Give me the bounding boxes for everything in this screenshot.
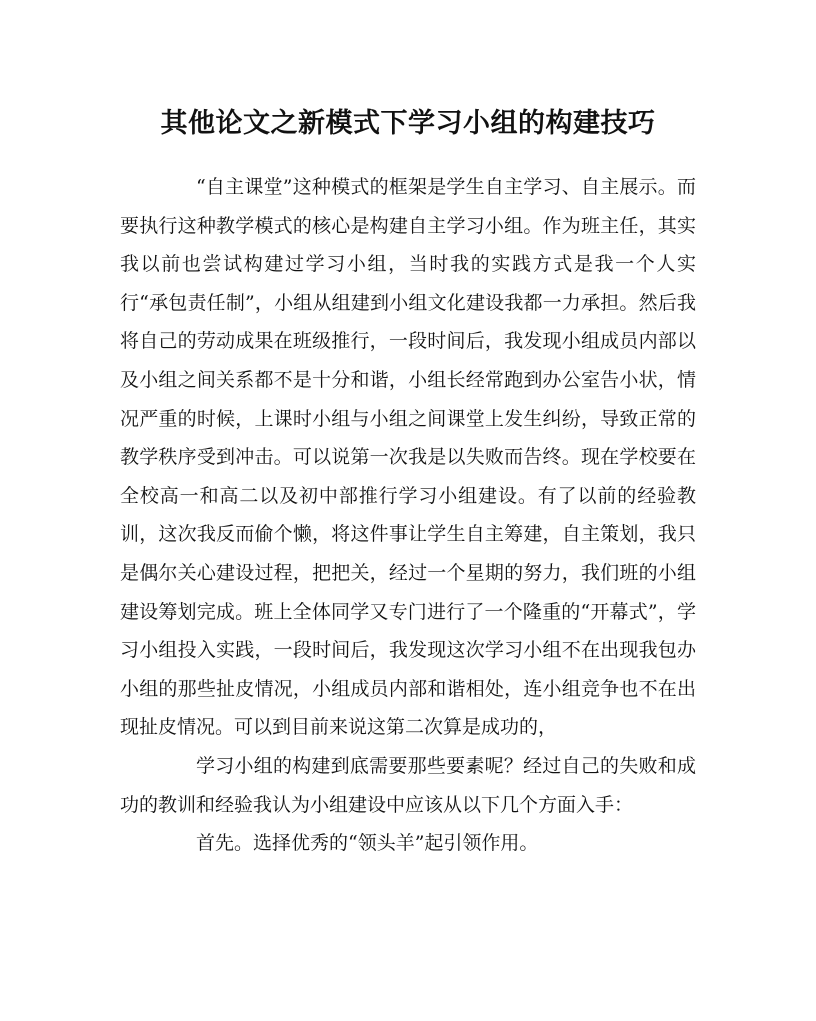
paragraph-1: “自主课堂”这种模式的框架是学生自主学习、自主展示。而要执行这种教学模式的核心是构建自主学习小组。作为班主任，其实我以前也尝试构建过学习小组，当时我的实践方式是我一个人实行“承包责任制”，小组从组建到小组文化建设我都一力承担。然后我将自己的劳动成果在班级推行，一段时间后，我发现小组成员内部以及小组之间关系都不是十分和谐，小组长经常跑到办公室告小状，情况严重的时候，上课时小组与小组之间课堂上发生纠纷，导致正常的教学秩序受到冲击。可以说第一次我是以失败而告终。现在学校要在全校高一和高二以及初中部推行学习小组建设。有了以前的经验教训，这次我反而偷个懒，将这件事让学生自主筹建，自主策划，我只是偶尔关心建设过程，把把关，经过一个星期的努力，我们班的小组建设筹划完成。班上全体同学又专门进行了一个隆重的“开幕式”，学习小组投入实践，一段时间后，我发现这次学习小组不在出现我包办小组的那些扯皮情况，小组成员内部和谐相处，连小组竞争也不在出现扯皮情况。可以到目前来说这第二次算是成功的，: [120, 176, 696, 739]
paragraph-3: 首先。选择优秀的“领头羊”起引领作用。: [196, 832, 539, 855]
paragraph-2: 学习小组的构建到底需要那些要素呢？经过自己的失败和成功的教训和经验我认为小组建设中应该从以下几个方面入手：: [120, 754, 696, 816]
document-body: [120, 168, 696, 863]
document-title: 其他论文之新模式下学习小组的构建技巧: [160, 108, 656, 139]
